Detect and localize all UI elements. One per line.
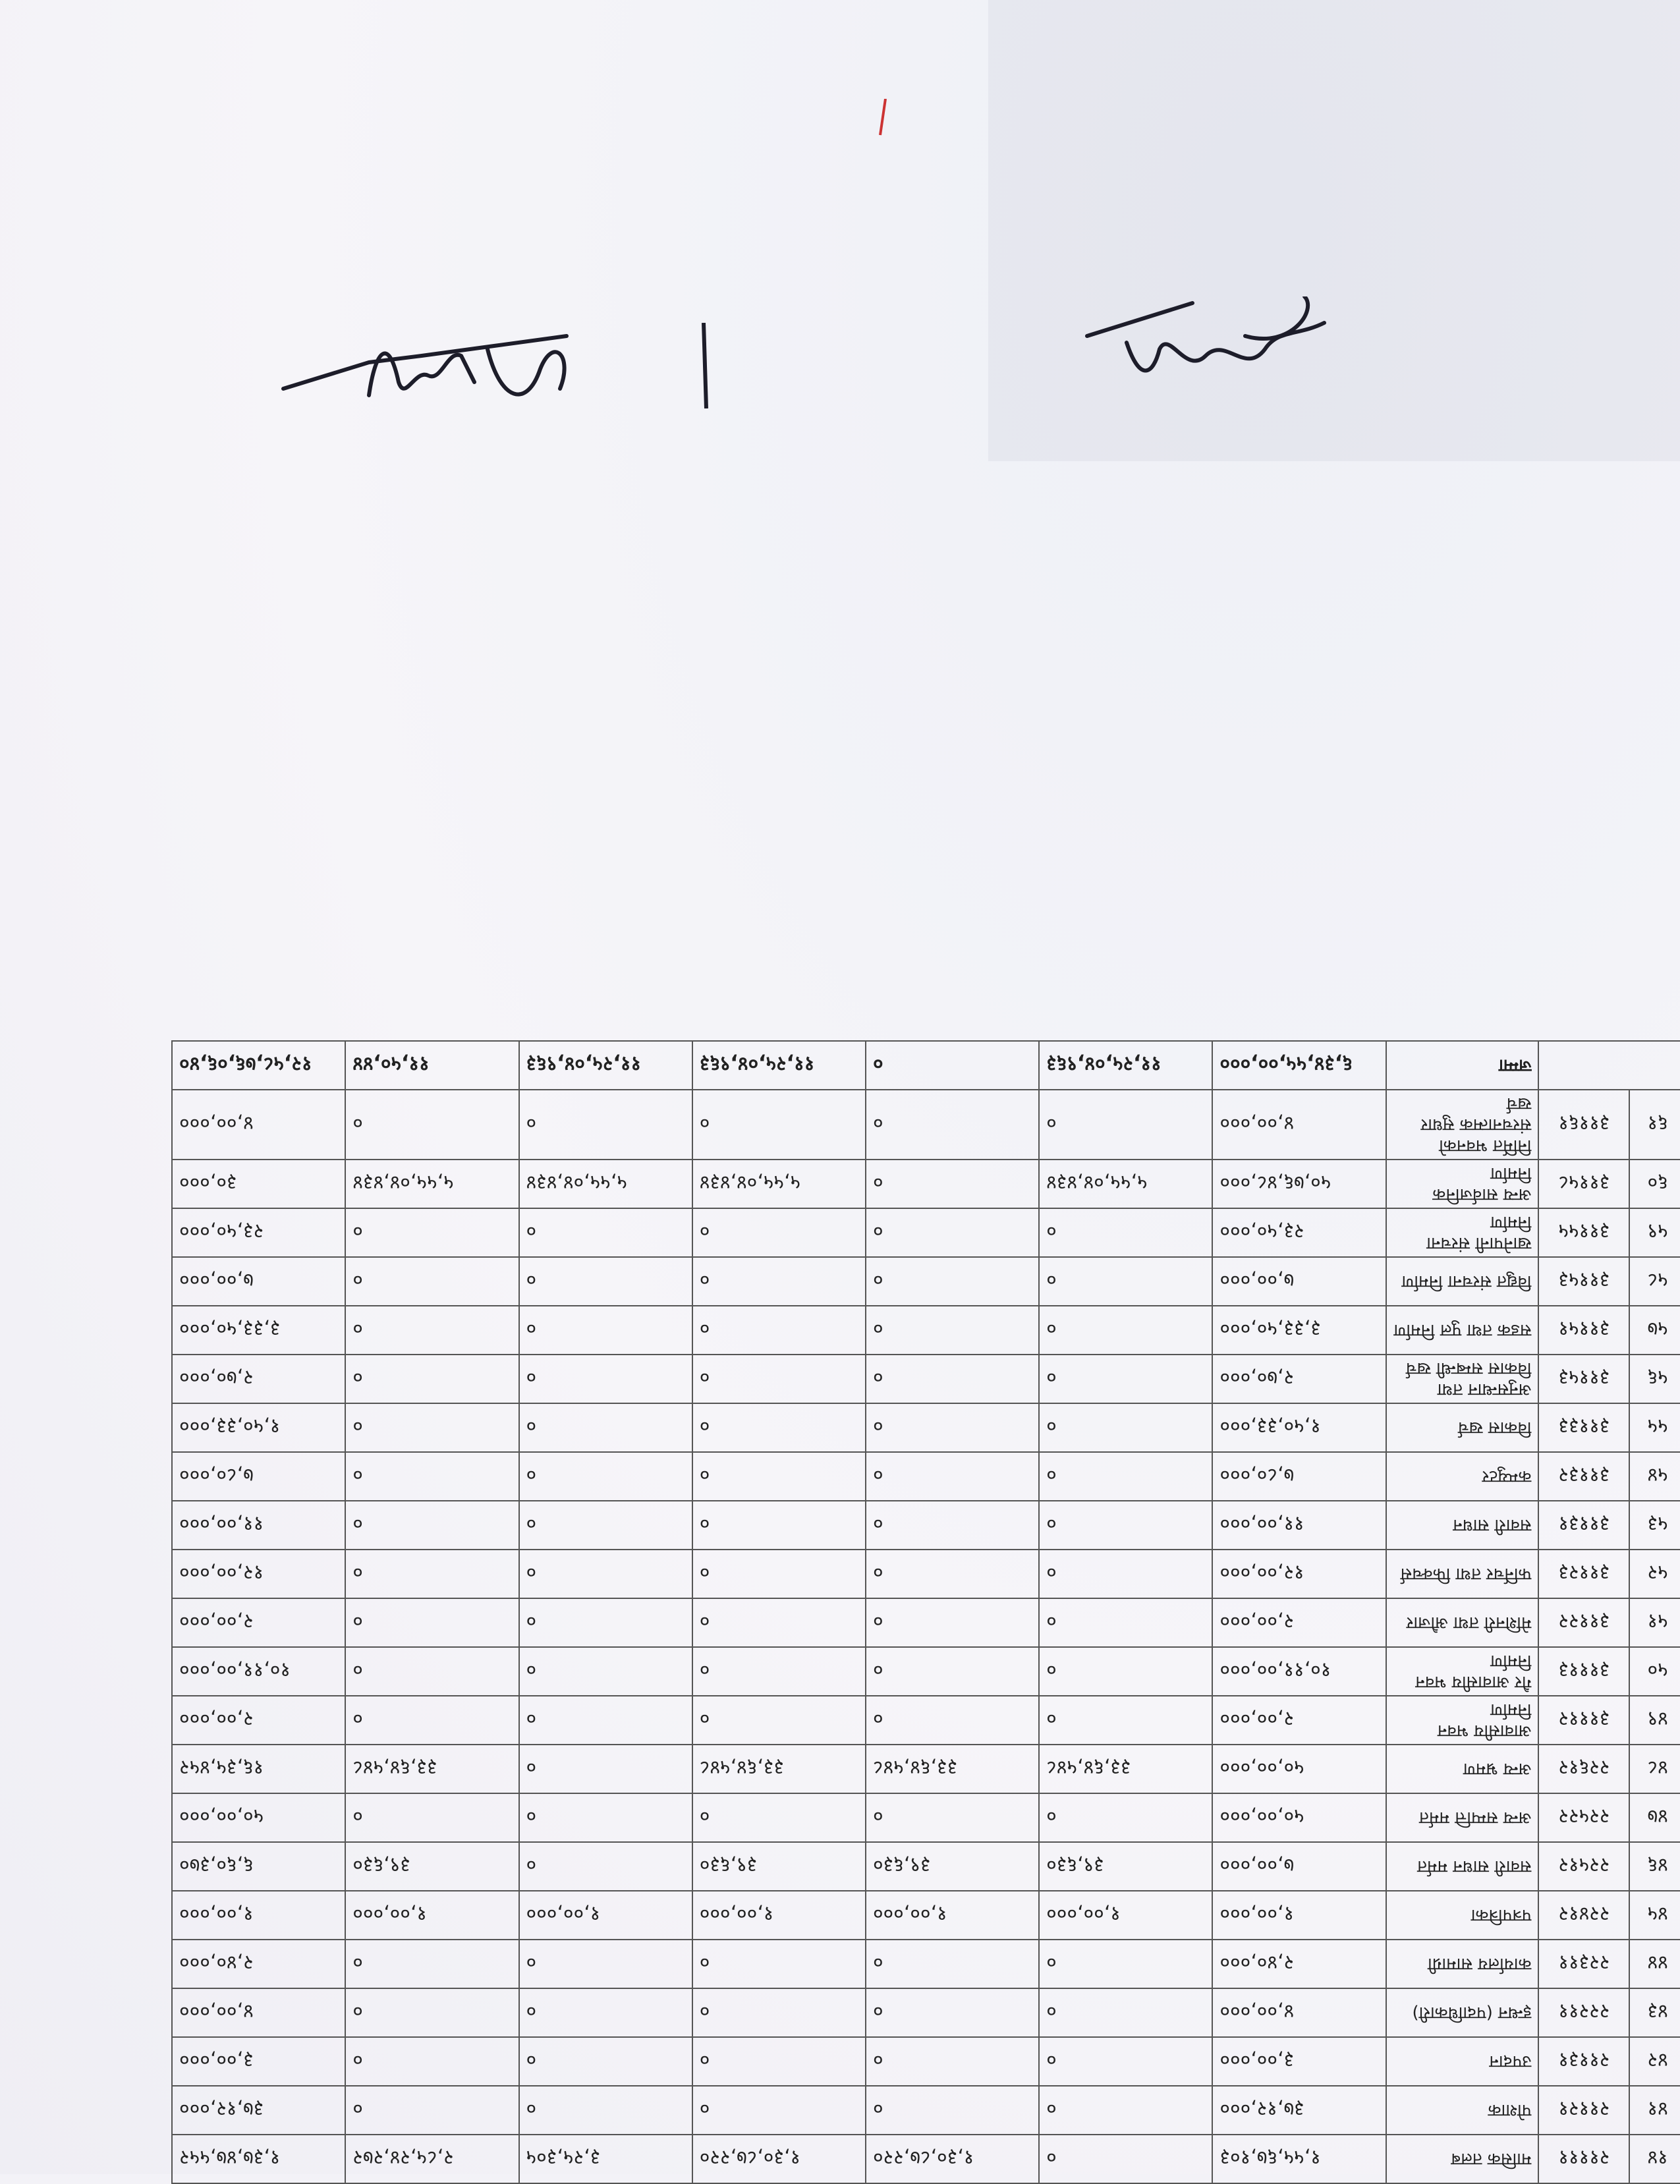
amount-cell: २,००,००० [1212,1598,1386,1647]
serial-cell: ५८ [1629,1257,1680,1306]
description-cell: सडक तथा पुल निर्माण [1386,1306,1539,1355]
amount-cell: ० [519,1988,692,2037]
empty-cell [1538,1041,1680,1090]
amount-cell: ० [866,1793,1039,1842]
serial-cell: ४८ [1629,1745,1680,1793]
amount-cell: ० [692,1403,866,1452]
description-cell: निर्मित भवनको संरचनात्मक सुधार खर्च [1386,1090,1539,1160]
serial-cell: ४३ [1629,1988,1680,2037]
amount-cell: ० [1039,1257,1212,1306]
amount-cell: ० [866,1940,1039,1988]
amount-cell: ० [519,2037,692,2086]
amount-cell: ० [1039,1090,1212,1160]
description-cell: अन्य भ्रमण [1386,1745,1539,1793]
table-row [172,1355,1680,1403]
amount-cell: ३७,१२,००० [172,2086,345,2135]
amount-cell: ० [519,1306,692,1355]
amount-cell: ५,५५,०४,४३४ [519,1160,692,1208]
amount-cell: १,००,००० [1039,1891,1212,1940]
amount-cell: १,३७,४७,५५२ [172,2135,345,2183]
amount-cell: ० [1039,2037,1212,2086]
code-cell: ३१११२ [1538,1696,1629,1745]
amount-cell: ० [345,1696,518,1745]
amount-cell: ० [519,1842,692,1891]
amount-cell: ४,००,००० [1212,1090,1386,1160]
amount-cell: ४,००,००० [172,1988,345,2037]
description-cell: अनुसन्धान तथा विकास सम्बन्धी खर्च [1386,1355,1539,1403]
amount-cell: ७,८०,००० [1212,1452,1386,1501]
amount-cell: ० [692,1988,866,2037]
amount-cell: ७,००,००० [1212,1257,1386,1306]
table-row [172,1745,1680,1793]
description-cell: कार्यालय सामाग्री [1386,1940,1539,1988]
amount-cell: ० [1039,1793,1212,1842]
description-cell: अन्य सार्वजनिक निर्माण [1386,1160,1539,1208]
amount-cell: ० [345,1355,518,1403]
amount-cell: ३९,६३० [1039,1842,1212,1891]
amount-cell: ३९,६३० [866,1842,1039,1891]
serial-cell: ५२ [1629,1550,1680,1598]
code-cell: ३११६१ [1538,1090,1629,1160]
amount-cell: ० [692,1257,866,1306]
table-row [172,1793,1680,1842]
amount-cell: ० [519,1696,692,1745]
amount-cell: ० [692,2037,866,2086]
amount-cell: १,००,००० [519,1891,692,1940]
code-cell: ३११३३ [1538,1403,1629,1452]
table-row [172,1696,1680,1745]
code-cell: २२५२२ [1538,1793,1629,1842]
amount-cell: ० [345,1598,518,1647]
amount-cell: ० [519,1208,692,1257]
signature-left [277,310,606,428]
amount-cell: ० [692,1208,866,1257]
description-cell: खानेपानी संरचना निर्माण [1386,1208,1539,1257]
amount-cell: ६,६०,३७० [172,1842,345,1891]
code-cell: ३११५३ [1538,1257,1629,1306]
amount-cell: ० [866,1208,1039,1257]
amount-cell: ० [866,1647,1039,1696]
amount-cell: १०,११,००,००० [172,1647,345,1696]
amount-cell: ० [866,1403,1039,1452]
table-row [172,2135,1680,2183]
amount-cell: ४,००,००० [1212,1988,1386,2037]
serial-cell: ६० [1629,1160,1680,1208]
amount-cell: ० [1039,1598,1212,1647]
amount-cell: ० [1039,2086,1212,2135]
amount-cell: ३,००,००० [1212,2037,1386,2086]
amount-cell: ० [692,1306,866,1355]
amount-cell: ३३,६४,५४८ [692,1745,866,1793]
amount-cell: ७,००,००० [1212,1842,1386,1891]
amount-cell: ० [519,1452,692,1501]
amount-cell: ५,५५,०४,४३४ [692,1160,866,1208]
code-cell: २११११ [1538,2135,1629,2183]
total-amount-cell: ११,५०,४४ [345,1041,518,1090]
amount-cell: १६,३५,४५२ [172,1745,345,1793]
amount-cell: २,००,००० [172,1598,345,1647]
table-row [172,1257,1680,1306]
total-amount-cell: ११,२५,०४,९६३ [1039,1041,1212,1090]
amount-cell: ० [1039,1501,1212,1550]
amount-cell: ० [345,1793,518,1842]
code-cell: २११३१ [1538,2037,1629,2086]
amount-cell: ० [345,2086,518,2135]
amount-cell: २,७०,००० [1212,1355,1386,1403]
amount-cell: ० [519,1745,692,1793]
serial-cell: १४ [1629,2135,1680,2183]
serial-cell: ४२ [1629,2037,1680,2086]
table-row [172,1452,1680,1501]
amount-cell: ० [345,1090,518,1160]
table-row [172,1891,1680,1940]
amount-cell: ० [1039,1988,1212,2037]
amount-cell: ० [519,1793,692,1842]
amount-cell: ० [519,1598,692,1647]
table-row [172,2086,1680,2135]
amount-cell: ७,८०,००० [172,1452,345,1501]
amount-cell: २,००,००० [172,1696,345,1745]
serial-cell: ६१ [1629,1090,1680,1160]
description-cell: इन्धन (पदाधिकारी) [1386,1988,1539,2037]
vertical-mark [698,323,712,408]
code-cell: २११२१ [1538,2086,1629,2135]
code-cell: ३११५५ [1538,1208,1629,1257]
amount-cell: १,००,००० [866,1891,1039,1940]
total-row [172,1041,1680,1090]
code-cell: २२३११ [1538,1940,1629,1988]
total-amount-cell: १२,५८,७६,०६,४० [172,1041,345,1090]
table-row [172,1598,1680,1647]
amount-cell: ० [519,1355,692,1403]
amount-cell: ० [692,1793,866,1842]
amount-cell: ० [692,2086,866,2135]
serial-cell: ५० [1629,1647,1680,1696]
description-cell: सवारी साधन मर्मत [1386,1842,1539,1891]
table-row [172,1988,1680,2037]
amount-cell: ५०,००,००० [172,1793,345,1842]
amount-cell: १२,००,००० [172,1550,345,1598]
amount-cell: ० [866,1257,1039,1306]
table-row [172,2037,1680,2086]
amount-cell: २,७०,००० [172,1355,345,1403]
amount-cell: ० [345,1988,518,2037]
amount-cell: ० [866,1696,1039,1745]
amount-cell: ० [519,1647,692,1696]
amount-cell: ० [866,2086,1039,2135]
amount-cell: ३९,६३० [345,1842,518,1891]
amount-cell: ० [345,1208,518,1257]
table-row [172,1208,1680,1257]
code-cell: ३११३२ [1538,1452,1629,1501]
serial-cell: ५४ [1629,1452,1680,1501]
amount-cell: ० [519,1501,692,1550]
expense-table [171,1040,1680,2184]
serial-cell: ४४ [1629,1940,1680,1988]
amount-cell: ७,००,००० [172,1257,345,1306]
serial-cell: ४६ [1629,1842,1680,1891]
amount-cell: ० [345,1647,518,1696]
amount-cell: ० [345,1550,518,1598]
amount-cell: ० [692,1355,866,1403]
amount-cell: २,००,००० [1212,1696,1386,1745]
amount-cell: २३,५०,००० [1212,1208,1386,1257]
signature-right [1080,296,1344,395]
amount-cell: १,३०,८७,२२० [866,2135,1039,2183]
total-amount-cell: ० [866,1041,1039,1090]
red-mark [876,99,889,138]
amount-cell: ० [1039,1208,1212,1257]
serial-cell: ४५ [1629,1891,1680,1940]
amount-cell: २३,५०,००० [172,1208,345,1257]
description-cell: गैर आवासीय भवन निर्माण [1386,1647,1539,1696]
serial-cell: ५९ [1629,1208,1680,1257]
amount-cell: ० [866,1598,1039,1647]
amount-cell: ० [692,1090,866,1160]
amount-cell: ० [519,1940,692,1988]
amount-cell: २,८५,२४,२७२ [345,2135,518,2183]
amount-cell: ३,३३,५०,००० [172,1306,345,1355]
amount-cell: ० [866,1090,1039,1160]
amount-cell: ० [1039,1403,1212,1452]
serial-cell: ४१ [1629,2086,1680,2135]
amount-cell: ५,५५,०४,४३४ [1039,1160,1212,1208]
amount-cell: ० [1039,1550,1212,1598]
code-cell: ३११३१ [1538,1501,1629,1550]
table-row [172,1403,1680,1452]
amount-cell: ३,००,००० [172,2037,345,2086]
amount-cell: ३३,६४,५४८ [1039,1745,1212,1793]
description-cell: मेशिनरी तथा औजार [1386,1598,1539,1647]
amount-cell: ० [866,1452,1039,1501]
amount-cell: ० [692,1940,866,1988]
amount-cell: ० [1039,1355,1212,1403]
amount-cell: ३३,६४,५४८ [866,1745,1039,1793]
amount-cell: ० [519,1403,692,1452]
amount-cell: ० [345,1940,518,1988]
code-cell: ३११२३ [1538,1550,1629,1598]
amount-cell: १,००,००० [172,1891,345,1940]
table-row [172,1306,1680,1355]
code-cell: ३११२२ [1538,1598,1629,1647]
amount-cell: ३०,००० [172,1160,345,1208]
amount-cell: ४,००,००० [172,1090,345,1160]
amount-cell: १०,११,००,००० [1212,1647,1386,1696]
total-amount-cell: ११,२५,०४,९६३ [519,1041,692,1090]
table-row [172,1940,1680,1988]
amount-cell: ० [1039,1452,1212,1501]
amount-cell: ० [1039,1647,1212,1696]
amount-cell: ० [1039,1696,1212,1745]
description-cell: आवासीय भवन निर्माण [1386,1696,1539,1745]
amount-cell: १,३०,८७,२२० [692,2135,866,2183]
serial-cell: ५१ [1629,1598,1680,1647]
amount-cell: ३३,६४,५४८ [345,1745,518,1793]
code-cell: २२५१२ [1538,1842,1629,1891]
total-amount-cell: ११,२५,०४,९६३ [692,1041,866,1090]
amount-cell: ० [345,1306,518,1355]
serial-cell: ४७ [1629,1793,1680,1842]
amount-cell: ० [866,2037,1039,2086]
code-cell: २२४१२ [1538,1891,1629,1940]
amount-cell: ० [692,1696,866,1745]
table-row [172,1647,1680,1696]
amount-cell: ० [345,1257,518,1306]
amount-cell: ५०,००,००० [1212,1745,1386,1793]
amount-cell: ० [692,1598,866,1647]
table-row [172,1842,1680,1891]
amount-cell: ० [866,1160,1039,1208]
amount-cell: ० [345,1452,518,1501]
amount-cell: ० [866,1988,1039,2037]
table-row [172,1501,1680,1550]
description-cell: विकास खर्च [1386,1403,1539,1452]
amount-cell: १,५०,३३,००० [172,1403,345,1452]
serial-cell: ५५ [1629,1403,1680,1452]
code-cell: ३११५८ [1538,1160,1629,1208]
amount-cell: ० [692,1501,866,1550]
amount-cell: ० [345,1501,518,1550]
serial-cell: ५६ [1629,1355,1680,1403]
description-cell: फर्निचर तथा फिक्चर्स [1386,1550,1539,1598]
amount-cell: ० [519,2086,692,2135]
amount-cell: १,५५,६७,१०३ [1212,2135,1386,2183]
amount-cell: ३९,६३० [692,1842,866,1891]
total-amount-cell: ६,३४,५५,००,००० [1212,1041,1386,1090]
amount-cell: ० [866,1550,1039,1598]
total-label: जम्मा [1386,1041,1539,1090]
serial-cell: ५७ [1629,1306,1680,1355]
description-cell: विद्युत संरचना निर्माण [1386,1257,1539,1306]
amount-cell: ११,००,००० [172,1501,345,1550]
amount-cell: २,४०,००० [1212,1940,1386,1988]
amount-cell: ० [519,1090,692,1160]
amount-cell: ११,००,००० [1212,1501,1386,1550]
amount-cell: १,००,००० [692,1891,866,1940]
amount-cell: ५०,७६,४८,००० [1212,1160,1386,1208]
amount-cell: ० [866,1306,1039,1355]
description-cell: मासिक तलब [1386,2135,1539,2183]
description-cell: कम्प्युटर [1386,1452,1539,1501]
table-row [172,1550,1680,1598]
amount-cell: ० [519,1550,692,1598]
amount-cell: ३७,१२,००० [1212,2086,1386,2135]
amount-cell: ० [866,1501,1039,1550]
table-row [172,1160,1680,1208]
amount-cell: १२,००,००० [1212,1550,1386,1598]
amount-cell: ३,३३,५०,००० [1212,1306,1386,1355]
amount-cell: ० [345,2037,518,2086]
description-cell: उपदान [1386,2037,1539,2086]
code-cell: ३११५१ [1538,1306,1629,1355]
amount-cell: १,००,००० [1212,1891,1386,1940]
amount-cell: ५०,००,००० [1212,1793,1386,1842]
amount-cell: ० [692,1452,866,1501]
amount-cell: ० [345,1403,518,1452]
description-cell: पोशाक [1386,2086,1539,2135]
description-cell: सवारी साधन [1386,1501,1539,1550]
description-cell: पत्रपत्रिका [1386,1891,1539,1940]
amount-cell: २,४०,००० [172,1940,345,1988]
amount-cell: ० [692,1550,866,1598]
code-cell: २२६१२ [1538,1745,1629,1793]
amount-cell: ३,२५,३०५ [519,2135,692,2183]
expense-table-rotated [152,669,1680,2184]
amount-cell: १,५०,३३,००० [1212,1403,1386,1452]
amount-cell: ० [1039,2135,1212,2183]
amount-cell: ० [866,1355,1039,1403]
amount-cell: ५,५५,०४,४३४ [345,1160,518,1208]
serial-cell: ५३ [1629,1501,1680,1550]
code-cell: ३१११३ [1538,1647,1629,1696]
description-cell: अन्य सम्पत्ति मर्मत [1386,1793,1539,1842]
code-cell: ३११५३ [1538,1355,1629,1403]
amount-cell: १,००,००० [345,1891,518,1940]
amount-cell: ० [692,1647,866,1696]
amount-cell: ० [519,1257,692,1306]
amount-cell: ० [1039,1306,1212,1355]
table-row [172,1090,1680,1160]
serial-cell: ४९ [1629,1696,1680,1745]
code-cell: २२२११ [1538,1988,1629,2037]
amount-cell: ० [1039,1940,1212,1988]
